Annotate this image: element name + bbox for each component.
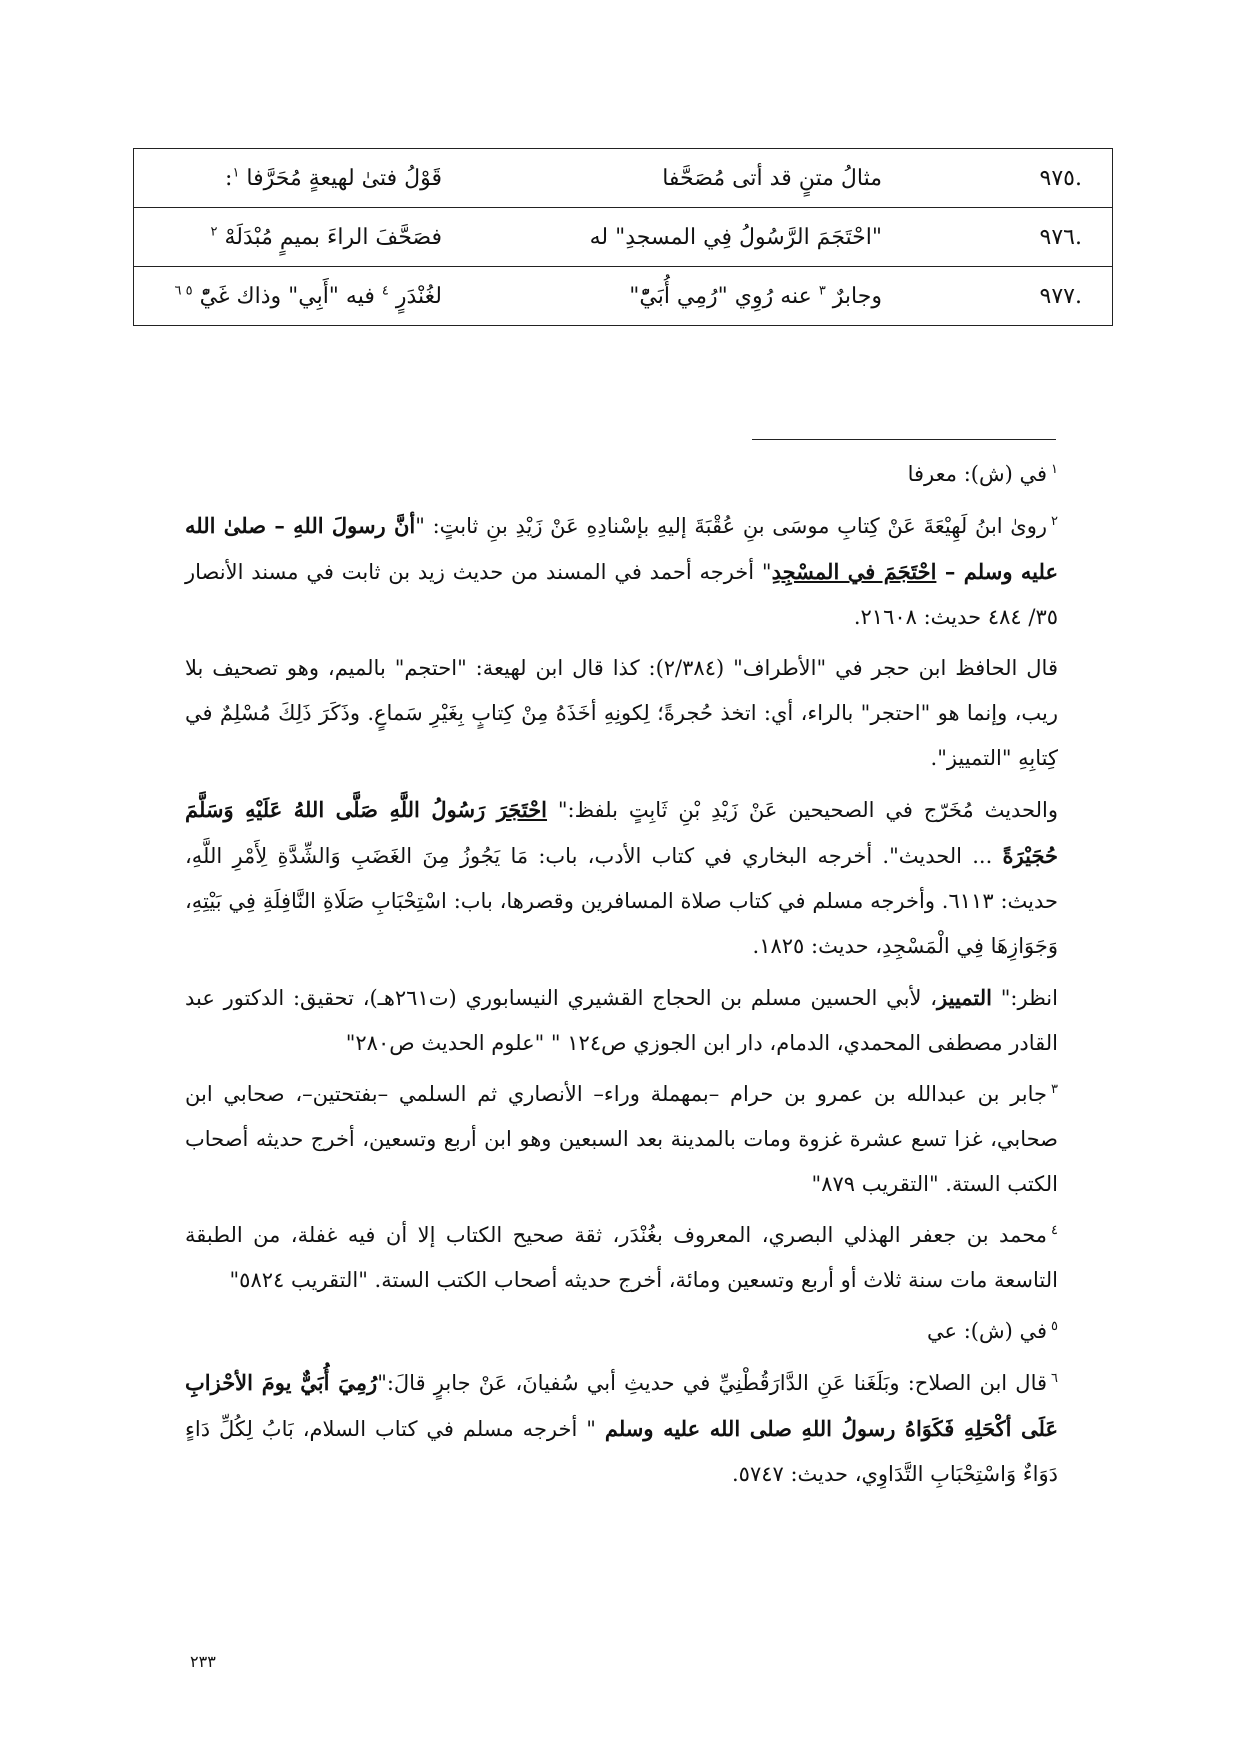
verse-first-hemistich: "احْتَجَمَ الرَّسُولُ فِي المسجدِ" له — [492, 208, 972, 267]
verse-second-hemistich: قَوْلُ فتىٰ لهيعةٍ مُحَرَّفا $^١$: — [134, 149, 493, 208]
footnotes-section — [185, 452, 1058, 1503]
verse-row — [134, 267, 1113, 326]
verse-first-hemistich: مثالُ متنٍ قد أتى مُصَحَّفا — [492, 149, 972, 208]
footnote-paragraph: قال الحافظ ابن حجر في "الأطراف" (٢/٣٨٤): كذا قال ابن لهيعة: "احتجم" بالميم، وهو تصحيف بلا ريب، وإنما هو "احتجر" بالراء، أي: اتخذ حُجرةً؛ لِكونِهِ أخَذَهُ مِنْ كِتابٍ بِغَيْرِ سَماعٍ. وذَكَرَ ذَلِكَ مُسْلِمٌ في كِتابِهِ "التمييز". — [185, 656, 1058, 770]
footnote-3 — [185, 1072, 1058, 1207]
underlined-phrase: احْتَجَمَ في المسْجِدِ — [771, 559, 937, 584]
footnote-mark: ٤ — [1051, 1223, 1058, 1238]
footnote-2 — [185, 503, 1058, 1066]
underlined-phrase: احْتَجَرَ — [496, 797, 548, 822]
footnote-text: في (ش): عي — [926, 1319, 1048, 1343]
footnote-5 — [185, 1309, 1058, 1354]
verse-number: .٩٧٦ — [972, 208, 1113, 267]
verse-first-hemistich: وجابرٌ $^٣$ عنه رُوِي "رُمِي أُبَيّْ" — [492, 267, 972, 326]
footnote-ref[interactable]: ١ — [232, 165, 240, 181]
footnote-paragraph: انظر:" التمييز، لأبي الحسين مسلم بن الحجاج القشيري النيسابوري (ت٢٦١هـ)، تحقيق: الدكتور عبد القادر مصطفى المحمدي، الدمام، دار ابن الجوزي ص١٢٤ " "علوم الحديث ص٢٨٠" — [185, 985, 1058, 1055]
footnote-text: محمد بن جعفر الهذلي البصري، المعروف بغُنْدَر، ثقة صحيح الكتاب إلا أن فيه غفلة، من الطبقة التاسعة مات سنة ثلاث أو أربع وتسعين ومائة، أخرج حديثه أصحاب الكتب الستة. "التقريب ٥٨٢٤" — [185, 1223, 1058, 1292]
verse-number: .٩٧٧ — [972, 267, 1113, 326]
footnote-6: $^٦$قال ابن الصلاح: وبَلَغَنا عَنِ الدَّارَقُطْنِيِّ في حديثِ أبي سُفيانَ، عَنْ جابرٍ قالَ:"رُمِيَ أُبَيٌّ يومَ الأحْزابِ عَلَى أكْحَلِهِ فَكَوَاهُ رسولُ اللهِ صلى الله عليه وسلم " أخرجه مسلم في كتاب السلام، بَابُ لِكُلِّ دَاءٍ دَوَاءٌ وَاسْتِحْبَابِ التَّدَاوِي، حديث: ٥٧٤٧. — [185, 1370, 1058, 1486]
footnote-ref[interactable]: ٥ ٦ — [174, 283, 193, 299]
verse-second-hemistich: فصَحَّفَ الراءَ بميمٍ مُبْدَلَهْ $^٢$ — [134, 208, 493, 267]
verse-table — [133, 148, 1113, 326]
footnote-separator — [752, 439, 1056, 440]
footnote-mark: ٦ — [1051, 1371, 1058, 1386]
footnote-text: جابر بن عبدالله بن عمرو بن حرام –بمهملة وراء– الأنصاري ثم السلمي –بفتحتين–، صحابي ابن صحابي، غزا تسع عشرة غزوة ومات بالمدينة بعد السبعين وهو ابن أربع وتسعين، أخرج حديثه أصحاب الكتب الستة. "التقريب ٨٧٩" — [185, 1082, 1058, 1196]
footnote-4 — [185, 1213, 1058, 1303]
verse-row — [134, 149, 1113, 208]
footnote-1 — [185, 452, 1058, 497]
footnote-mark: ٥ — [1051, 1319, 1058, 1334]
footnote-text: في (ش): معرفا — [907, 462, 1048, 486]
verse-row — [134, 208, 1113, 267]
footnote-mark: ٣ — [1051, 1082, 1058, 1097]
footnote-ref[interactable]: ٣ — [818, 283, 826, 299]
footnote-paragraph: والحديث مُخَرّج في الصحيحين عَنْ زَيْدِ بْنِ ثَابِتٍ بلفظ:" احْتَجَرَ رَسُولُ اللَّهِ صَلَّى اللهُ عَلَيْهِ وَسَلَّمَ حُجَيْرَةً ... الحديث". أخرجه البخاري في كتاب الأدب، باب: مَا يَجُوزُ مِنَ الغَضَبِ وَالشِّدَّةِ لِأَمْرِ اللَّهِ، حديث: ٦١١٣. وأخرجه مسلم في كتاب صلاة المسافرين وقصرها، باب: اسْتِحْبَابِ صَلَاةِ النَّافِلَةِ فِي بَيْتِهِ، وَجَوَازِهَا فِي الْمَسْجِدِ، حديث: ١٨٢٥. — [185, 797, 1058, 958]
footnote-ref[interactable]: ٤ — [381, 283, 389, 299]
page-number: ٢٣٣ — [190, 1652, 216, 1671]
footnote-mark: ٢ — [1051, 514, 1058, 529]
footnote-mark: ١ — [1051, 462, 1058, 477]
footnote-ref[interactable]: ٢ — [210, 224, 218, 240]
verse-second-hemistich: لغُنْدَرٍ $^٤$ فيه "أَبِي" وذاك غَيّْ $^{٥ ٦}$ — [134, 267, 493, 326]
verse-number: .٩٧٥ — [972, 149, 1113, 208]
footnote-paragraph: $^٢$روىٰ ابنُ لَهِيْعَةَ عَنْ كِتابِ موسَى بنِ عُقْبَةَ إليهِ بإسْنادِهِ عَنْ زَيْدِ بنِ ثابتٍ: "أنَّ رسولَ اللهِ – صلىٰ الله عليه وسلم – احْتَجَمَ في المسْجِدِ" أخرجه أحمد في المسند من حديث زيد بن ثابت في مسند الأنصار ٣٥/ ٤٨٤ حديث: ٢١٦٠٨. — [185, 513, 1058, 629]
